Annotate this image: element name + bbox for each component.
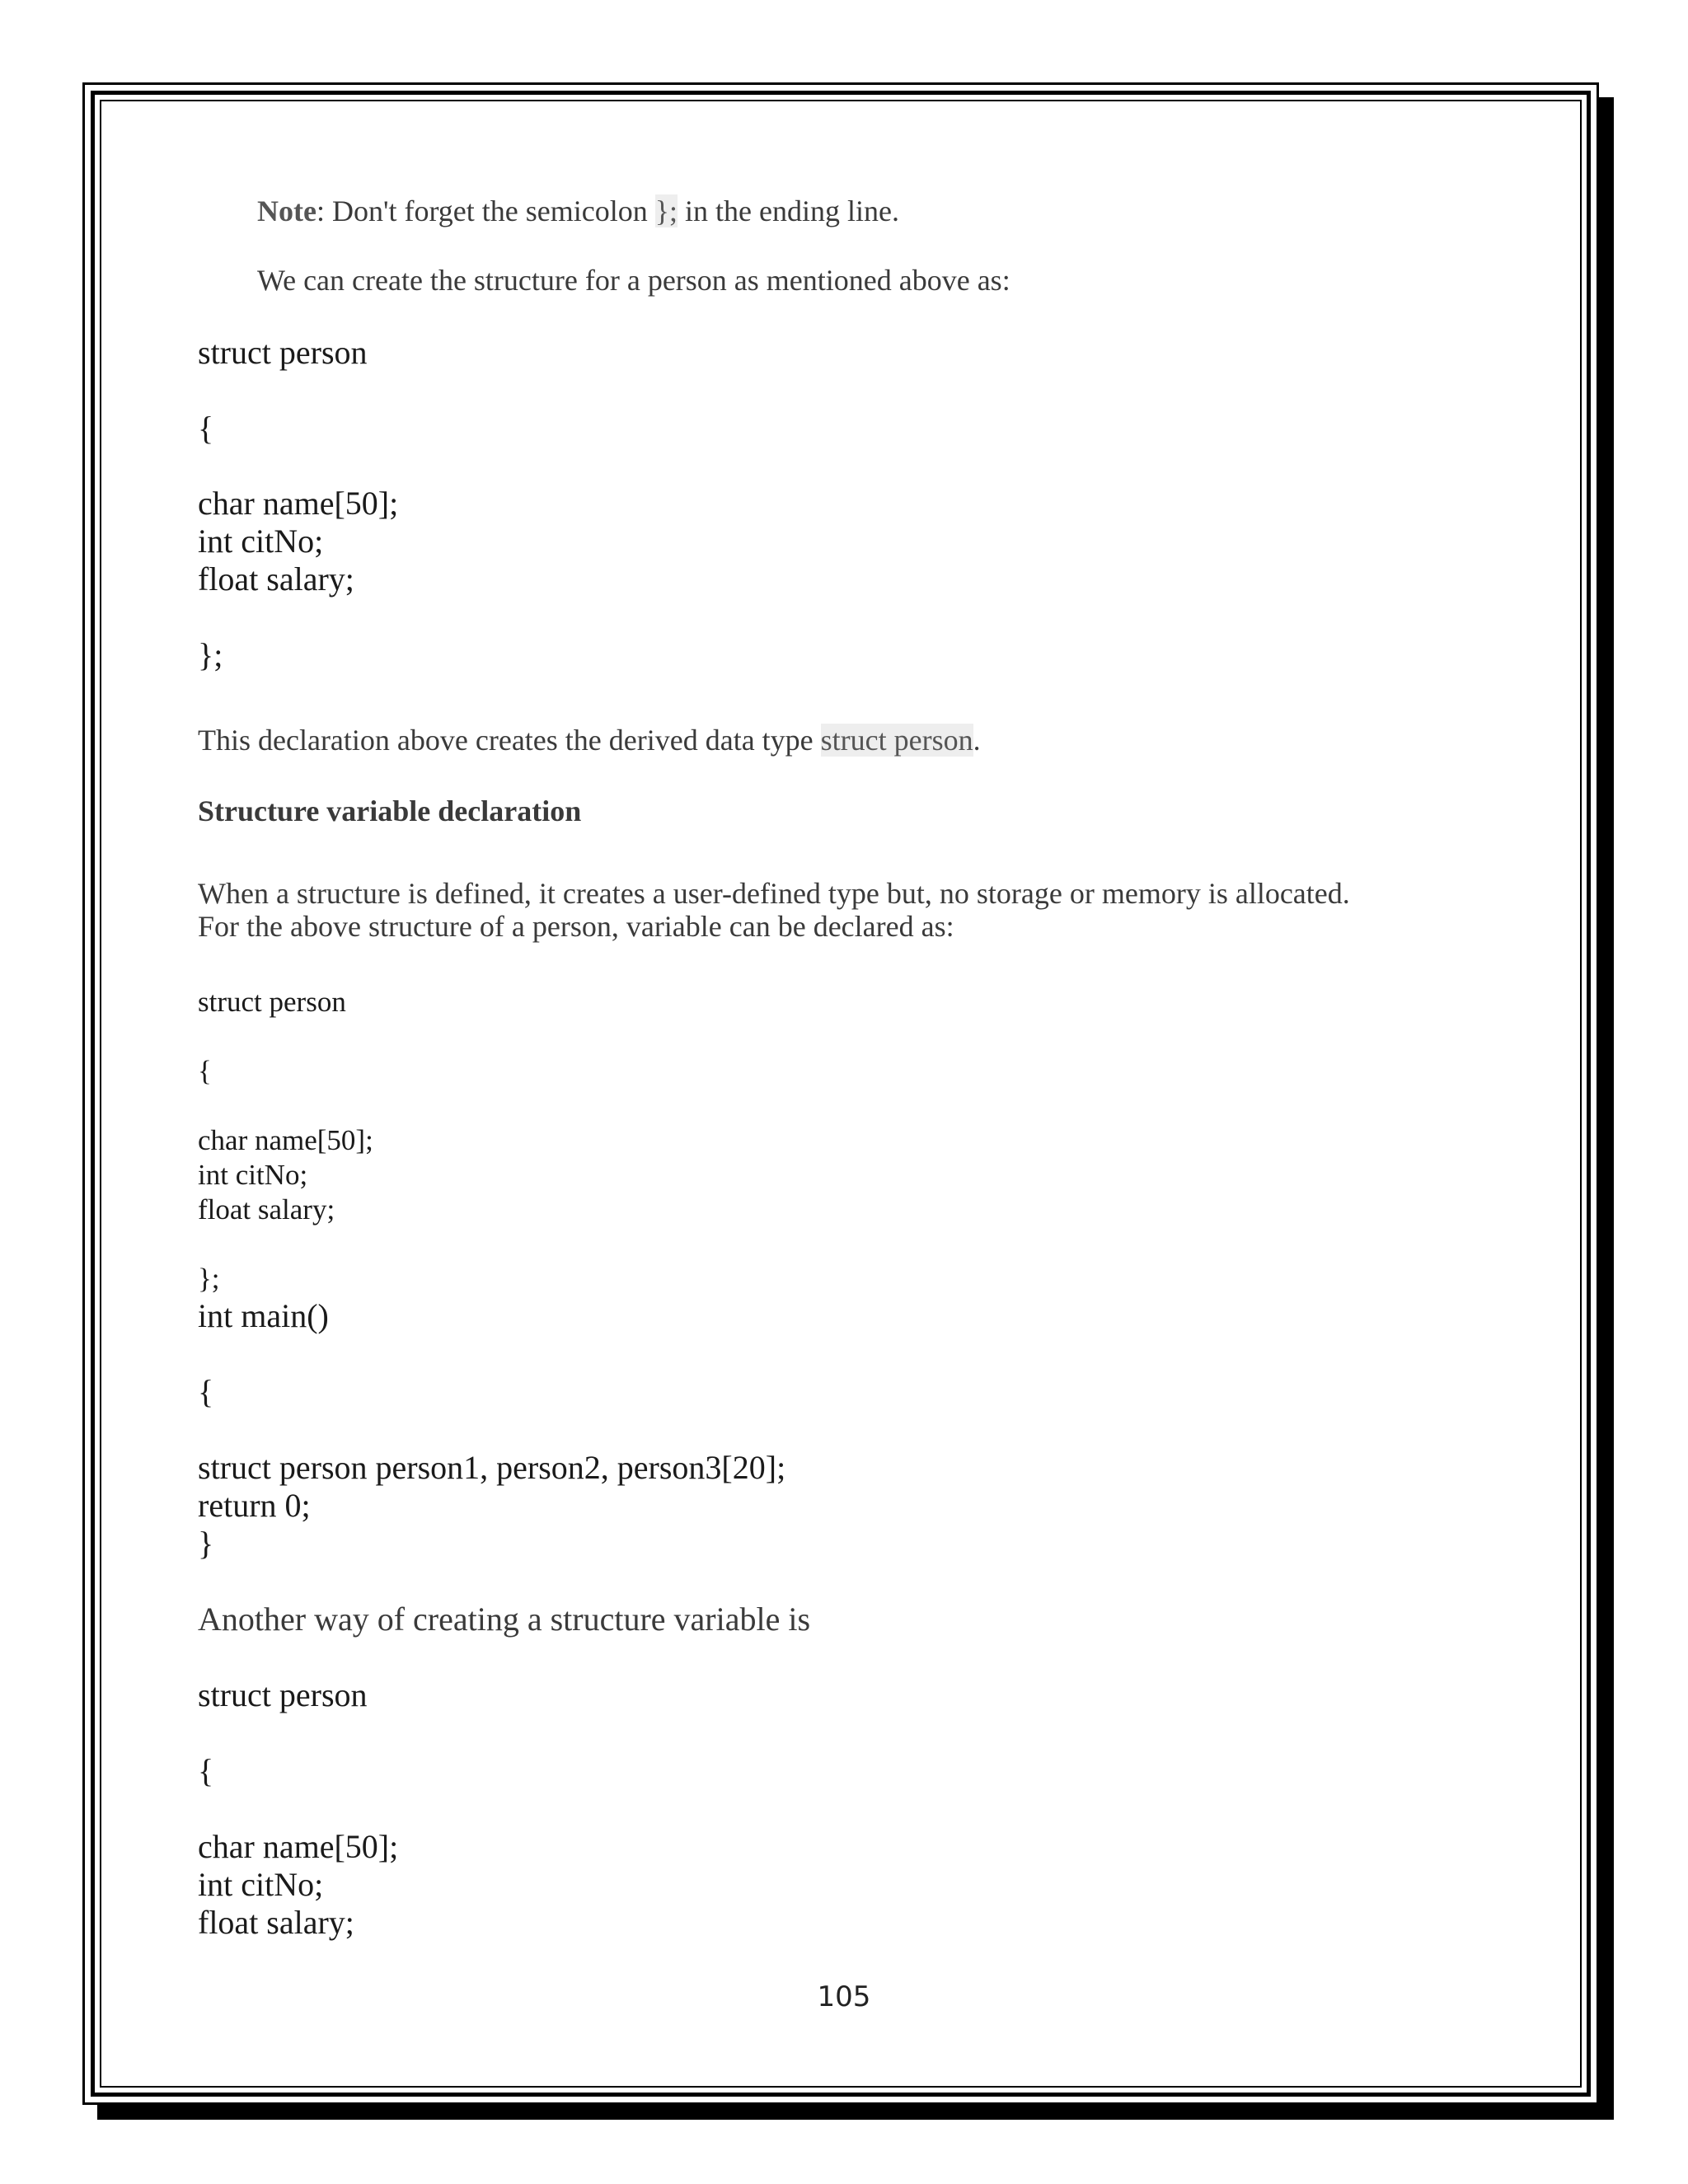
code-line: int citNo;	[198, 1159, 308, 1191]
code-line: struct person	[198, 334, 368, 371]
page-number: 105	[817, 1980, 871, 2013]
code-line: int citNo;	[198, 523, 324, 560]
code-line: int main()	[198, 1297, 329, 1334]
paragraph-line: For the above structure of a person, variable can be declared as:	[198, 910, 954, 943]
code-line: };	[198, 636, 223, 673]
inline-code: };	[654, 194, 678, 227]
declaration-text: This declaration above creates the derived data type struct person.	[198, 724, 981, 757]
code-line: {	[198, 410, 214, 447]
code-line: char name[50];	[198, 485, 399, 522]
code-line: return 0;	[198, 1487, 311, 1524]
code-line: {	[198, 1752, 214, 1789]
code-line: struct person	[198, 1676, 368, 1713]
intro-text: We can create the structure for a person as mentioned above as:	[257, 264, 1010, 297]
code-line: int citNo;	[198, 1866, 324, 1903]
code-line: float salary;	[198, 1193, 335, 1226]
section-heading: Structure variable declaration	[198, 794, 582, 827]
page-frame	[82, 82, 1599, 2105]
code-line: struct person	[198, 986, 346, 1018]
note-label: Note	[257, 194, 316, 227]
another-text: Another way of creating a structure variable is	[198, 1601, 811, 1638]
code-line: {	[198, 1055, 212, 1087]
inline-code: struct person	[820, 724, 973, 757]
code-line: char name[50];	[198, 1124, 373, 1156]
code-line: }	[198, 1525, 214, 1562]
code-line: struct person person1, person2, person3[20];	[198, 1449, 786, 1486]
code-line: float salary;	[198, 1904, 354, 1941]
note-line: Note: Don't forget the semicolon }; in the ending line.	[257, 194, 899, 227]
code-line: {	[198, 1373, 214, 1410]
code-line: };	[198, 1263, 220, 1295]
code-line: float salary;	[198, 560, 354, 598]
code-line: char name[50];	[198, 1828, 399, 1865]
paragraph-line: When a structure is defined, it creates a user-defined type but, no storage or memory is allocated.	[198, 877, 1350, 910]
